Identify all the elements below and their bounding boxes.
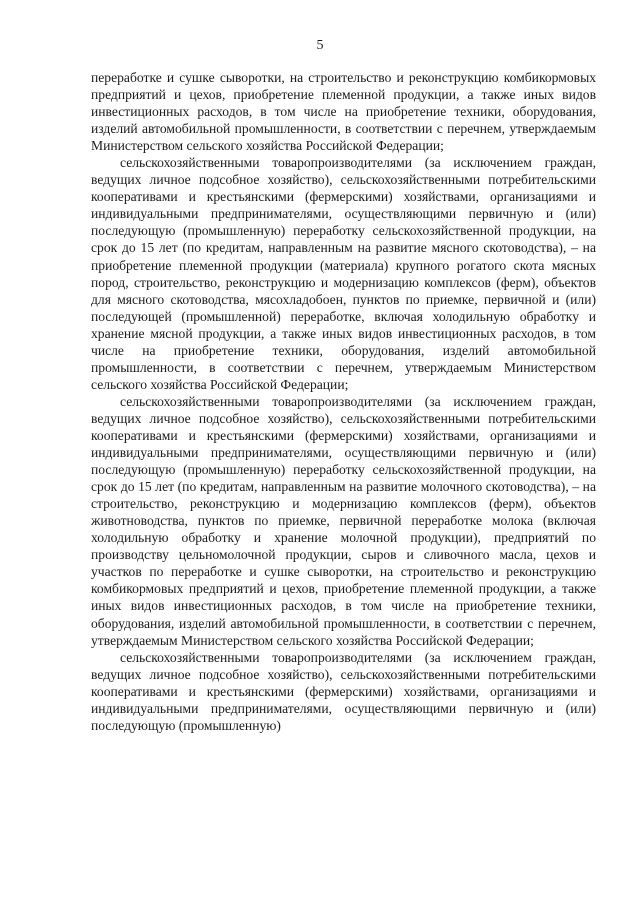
document-body	[91, 69, 596, 734]
paragraph-producers-continued: сельскохозяйственными товаропроизводителями (за исключением граждан, ведущих личное подсобное хозяйство), сельскохозяйственными потребительскими кооперативами и крестьянскими (фермерскими) хозяйствами, организациями и индивидуальными предпринимателями, осуществляющими первичную и (или) последующую (промышленную)	[91, 649, 596, 733]
paragraph-continuation: переработке и сушке сыворотки, на строительство и реконструкцию комбикормовых предприятий и цехов, приобретение племенной продукции, а также иных видов инвестиционных расходов, в том числе на приобретение техники, оборудования, изделий автомобильной промышленности, в соответствии с перечнем, утверждаемым Министерством сельского хозяйства Российской Федерации;	[91, 70, 596, 154]
page-number: 5	[316, 38, 324, 53]
paragraph-dairy-cattle-credit: сельскохозяйственными товаропроизводителями (за исключением граждан, ведущих личное подсобное хозяйство), сельскохозяйственными потребительскими кооперативами и крестьянскими (фермерскими) хозяйствами, организациями и индивидуальными предпринимателями, осуществляющими первичную и (или) последующую (промышленную) переработку сельскохозяйственной продукции, на срок до 15 лет (по кредитам, направленным на развитие молочного скотоводства), – на строительство, реконструкцию и модернизацию комплексов (ферм), объектов животноводства, пунктов по приемке, первичной переработке молока (включая холодильную обработку и хранение молочной продукции), предприятий по производству цельномолочной продукции, сыров и сливочного масла, цехов и участков по переработке и сушке сыворотки, на строительство и реконструкцию комбикормовых предприятий и цехов, приобретение племенной продукции, а также иных видов инвестиционных расходов, в том числе на приобретение техники, оборудования, изделий автомобильной промышленности, в соответствии с перечнем, утверждаемым Министерством сельского хозяйства Российской Федерации;	[91, 393, 596, 648]
paragraph-meat-cattle-credit: сельскохозяйственными товаропроизводителями (за исключением граждан, ведущих личное подсобное хозяйство), сельскохозяйственными потребительскими кооперативами и крестьянскими (фермерскими) хозяйствами, организациями и индивидуальными предпринимателями, осуществляющими первичную и (или) последующую (промышленную) переработку сельскохозяйственной продукции, на срок до 15 лет (по кредитам, направленным на развитие мясного скотоводства), – на приобретение племенной продукции (материала) крупного рогатого скота мясных пород, строительство, реконструкцию и модернизацию комплексов (ферм), объектов для мясного скотоводства, мясохладобоен, пунктов по приемке, первичной и (или) последующей (промышленной) переработке, включая холодильную обработку и хранение мясной продукции, а также иных видов инвестиционных расходов, в том числе на приобретение техники, оборудования, изделий автомобильной промышленности, в соответствии с перечнем, утверждаемым Министерством сельского хозяйства Российской Федерации;	[91, 155, 596, 392]
